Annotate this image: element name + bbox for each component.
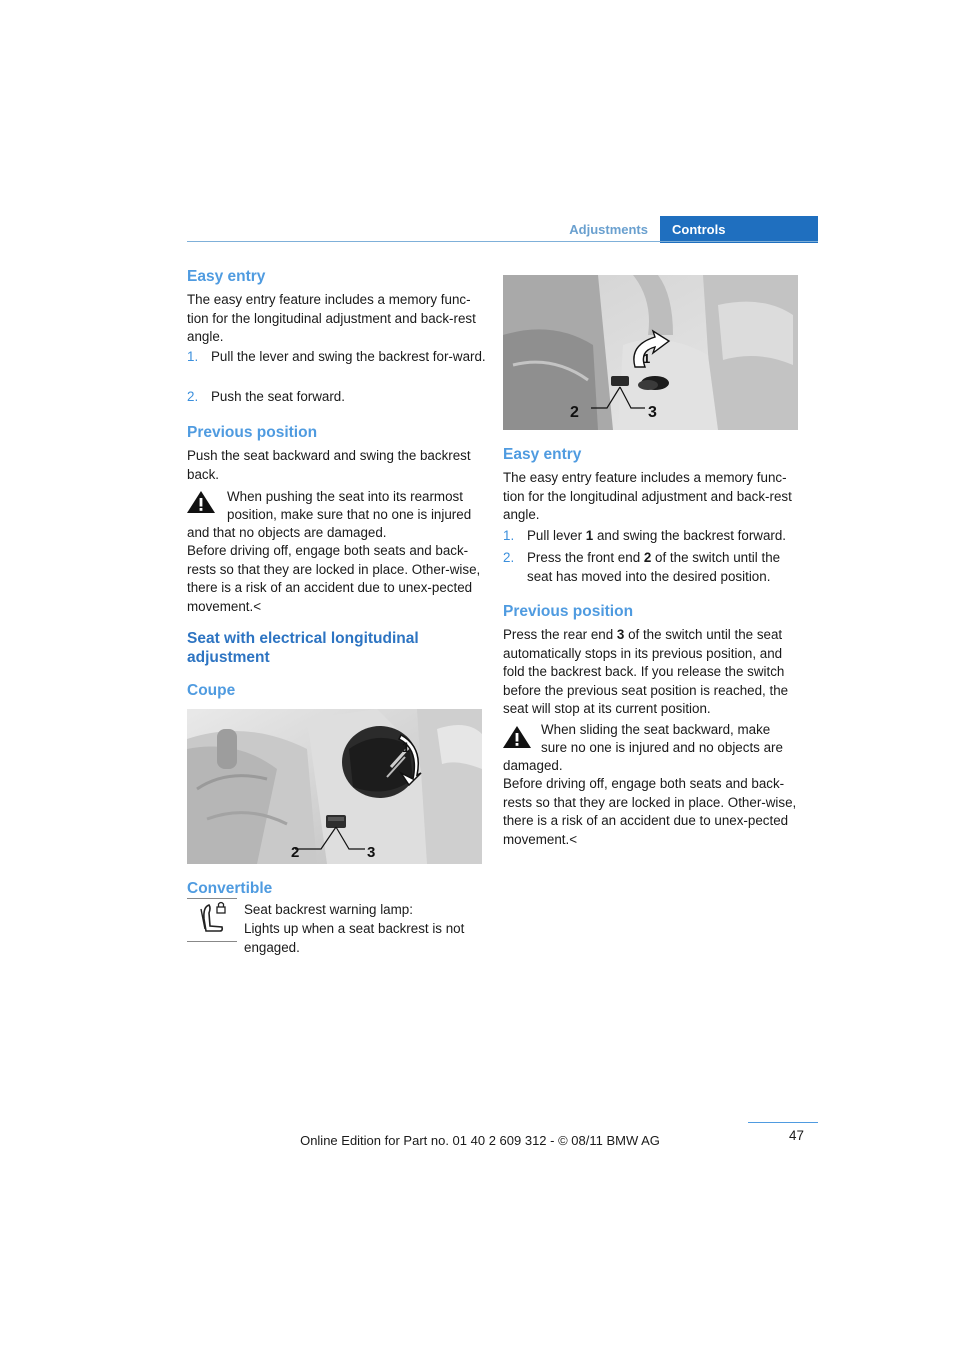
prev-post: of the switch until the seat automatically stops in its previous position, and fold the backrest back. If you release the switch before the previous seat position is reached, the seat will stop at its current position.	[503, 627, 789, 716]
chapter-tab	[660, 216, 818, 243]
previous-position-text: Push the seat backward and swing the backrest back.	[187, 448, 471, 482]
warning-cont-right: sure no one is injured and no objects are	[541, 740, 783, 755]
step-number: 2.	[187, 389, 199, 404]
callout-1: 1	[643, 351, 651, 366]
step-text-pre: Pull lever	[527, 528, 586, 543]
step-text	[527, 549, 807, 586]
section-title: Adjustments	[569, 222, 648, 237]
step-number: 2.	[503, 550, 515, 565]
step-text: Pull the lever and swing the backrest for-ward.	[211, 349, 486, 364]
list-item	[187, 348, 487, 388]
footer-rule	[748, 1122, 818, 1123]
warning-before: Before driving off, engage both seats and back-rests so that they are locked in place. Other-wise, there is a risk of an accident due to unex-pected movement.	[187, 543, 481, 614]
previous-position-text-right	[503, 626, 803, 719]
list-item	[503, 527, 808, 547]
lamp-line-2: Lights up when a seat backrest is not	[244, 921, 465, 936]
footer-edition: Online Edition for Part no. 01 40 2 609 312 - © 08/11 BMW AG	[300, 1133, 660, 1148]
step-number: 1.	[187, 349, 199, 364]
end-mark: <	[569, 831, 578, 847]
step-text	[527, 527, 812, 546]
coupe-console-photo	[187, 709, 482, 864]
heading-previous-position: Previous position	[187, 424, 318, 441]
warning-lead-right: When sliding the seat backward, make	[541, 722, 771, 737]
heading-easy-entry: Easy entry	[187, 268, 266, 285]
prev-ref: 3	[616, 627, 625, 642]
warning-cont: position, make sure that no one is injured	[227, 507, 472, 522]
convertible-photo-illustration	[503, 275, 798, 430]
step-number: 1.	[503, 528, 515, 543]
step-ref: 2	[643, 550, 652, 565]
heading-previous-position-right: Previous position	[503, 603, 634, 620]
seat-backrest-warning-icon	[187, 899, 237, 941]
easy-entry-text-right: The easy entry feature includes a memory func-tion for the longitudinal adjustment and back-rest angle.	[503, 470, 792, 522]
page-number: 47	[789, 1128, 804, 1143]
heading-convertible: Convertible	[187, 880, 273, 897]
header-rule	[187, 241, 818, 242]
seat-backrest-warning-lamp	[187, 898, 237, 942]
heading-coupe: Coupe	[187, 682, 236, 699]
prev-pre: Press the rear end	[503, 627, 617, 642]
convertible-console-photo	[503, 275, 798, 430]
warning-text-right	[503, 775, 803, 849]
warning-before-right: Before driving off, engage both seats and back-rests so that they are locked in place. Other-wise, there is a risk of an accident due to unex-pected movement.	[503, 776, 797, 847]
list-item	[187, 388, 487, 408]
callout-2: 2	[570, 404, 579, 421]
coupe-photo-illustration	[187, 709, 482, 864]
warning-text	[187, 542, 487, 616]
step-ref: 1	[585, 528, 594, 543]
easy-entry-text: The easy entry feature includes a memory func-tion for the longitudinal adjustment and back-rest angle.	[187, 292, 476, 344]
lamp-line-1: Seat backrest warning lamp:	[244, 902, 413, 917]
list-item	[503, 549, 808, 589]
warning-triangle-icon	[502, 725, 532, 749]
callout-3: 3	[648, 404, 657, 421]
warning-triangle-icon	[186, 490, 216, 514]
heading-electrical-adjustment: Seat with electrical longitudinal adjustment	[187, 630, 419, 666]
chapter-tab-label: Controls	[672, 222, 726, 237]
step-text-post: of the switch until the seat has moved into the desired position.	[527, 550, 781, 584]
warning-rest: and that no objects are damaged.	[187, 525, 387, 540]
callout-2: 2	[291, 844, 300, 861]
heading-easy-entry-right: Easy entry	[503, 446, 582, 463]
end-mark: <	[253, 598, 262, 614]
lamp-line-3: engaged.	[244, 940, 300, 955]
warning-lead: When pushing the seat into its rearmost	[227, 489, 463, 504]
callout-1: 1	[402, 739, 410, 755]
callout-3: 3	[367, 844, 376, 861]
step-text: Push the seat forward.	[211, 389, 345, 404]
step-text-pre: Press the front end	[527, 550, 644, 565]
step-text-post: and swing the backrest forward.	[593, 528, 787, 543]
warning-rest-right: damaged.	[503, 758, 563, 773]
